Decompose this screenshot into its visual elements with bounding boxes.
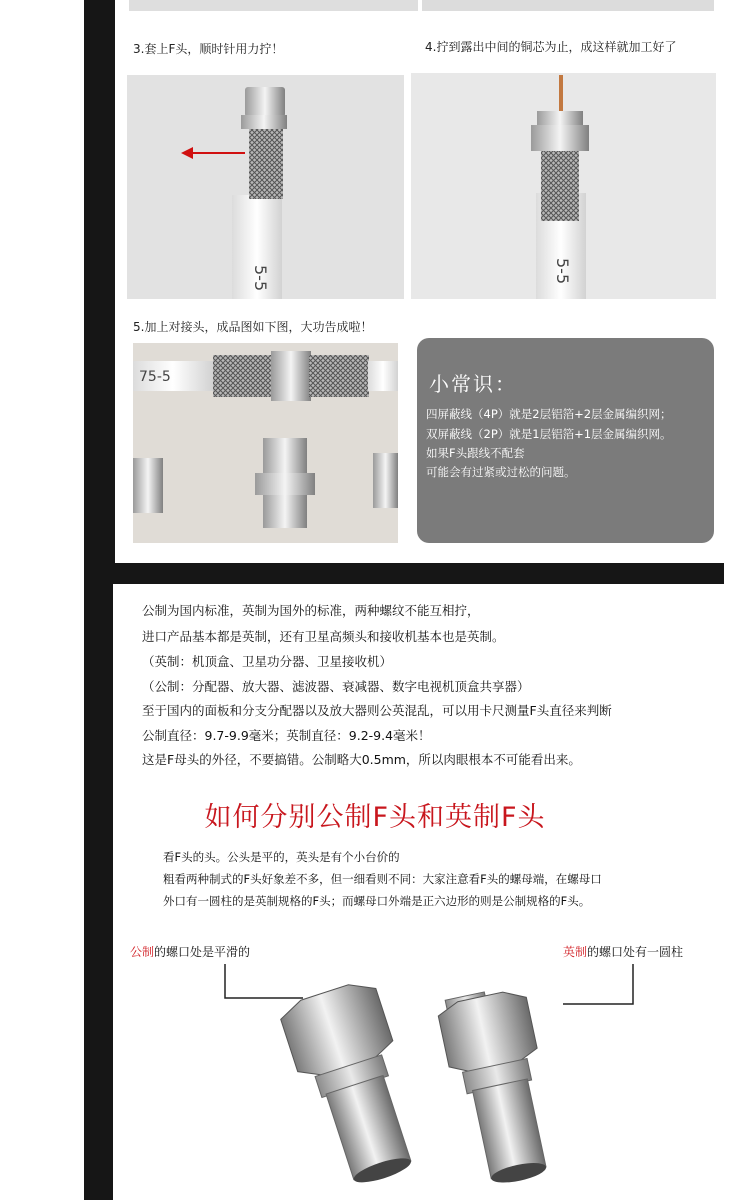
tip-line: 可能会有过紧或过松的问题。 <box>426 465 576 479</box>
tip-title: 小常识： <box>429 372 517 396</box>
cable-print-1: 5-5 <box>251 265 270 292</box>
compare-title: 如何分别公制F头和英制F头 <box>204 802 546 833</box>
step2-photo-cropped <box>422 0 714 11</box>
tip-line: 如果F头跟线不配套 <box>426 446 525 460</box>
standards-line: 公制直径：9.7-9.9毫米；英制直径：9.2-9.4毫米！ <box>142 728 431 743</box>
tip-line: 四屏蔽线（4P）就是2层铝箔+2层金属编织网； <box>426 407 672 421</box>
tip-box <box>417 338 714 543</box>
step3-photo <box>127 75 404 299</box>
imperial-callout: 英制的螺口处有一圆柱 <box>563 945 684 959</box>
standards-line: 至于国内的面板和分支分配器以及放大器则公英混乱，可以用卡尺测量F头直径来判断 <box>142 703 612 718</box>
step3-caption: 3.套上F头，顺时针用力拧！ <box>133 42 284 56</box>
compare-line: 外口有一圆柱的是英制规格的F头；而螺母口外端是正六边形的则是公制规格的F头。 <box>163 894 591 908</box>
compare-line: 看F头的头。公头是平的，英头是有个小台价的 <box>163 850 400 864</box>
standards-line: （英制：机顶盒、卫星功分器、卫星接收机） <box>142 654 393 669</box>
standards-line: 进口产品基本都是英制，还有卫星高频头和接收机基本也是英制。 <box>142 629 505 644</box>
compare-line: 粗看两种制式的F头好象差不多，但一细看则不同：大家注意看F头的螺母端，在螺母口 <box>163 872 602 886</box>
step5-photo <box>133 343 398 543</box>
standards-line: 公制为国内标准，英制为国外的标准，两种螺纹不能互相拧， <box>142 603 480 618</box>
standards-line: 这是F母头的外径，不要搞错。公制略大0.5mm，所以肉眼根本不可能看出来。 <box>142 752 581 767</box>
step1-photo-cropped <box>129 0 418 11</box>
tip-line: 双屏蔽线（2P）就是1层铝箔+1层金属编织网。 <box>426 427 672 441</box>
connectors-photo <box>113 960 727 1200</box>
standards-line: （公制：分配器、放大器、滤波器、衰减器、数字电视机顶盒共享器） <box>142 679 530 694</box>
step5-caption: 5.加上对接头，成品图如下图，大功告成啦！ <box>133 320 373 334</box>
step4-caption: 4.拧到露出中间的铜芯为止，成这样就加工好了 <box>425 40 677 54</box>
cable-print-2: 5-5 <box>553 258 572 285</box>
step4-photo <box>411 73 716 299</box>
cable-print-3: 75-5 <box>139 369 171 385</box>
metric-callout: 公制的螺口处是平滑的 <box>130 945 251 959</box>
